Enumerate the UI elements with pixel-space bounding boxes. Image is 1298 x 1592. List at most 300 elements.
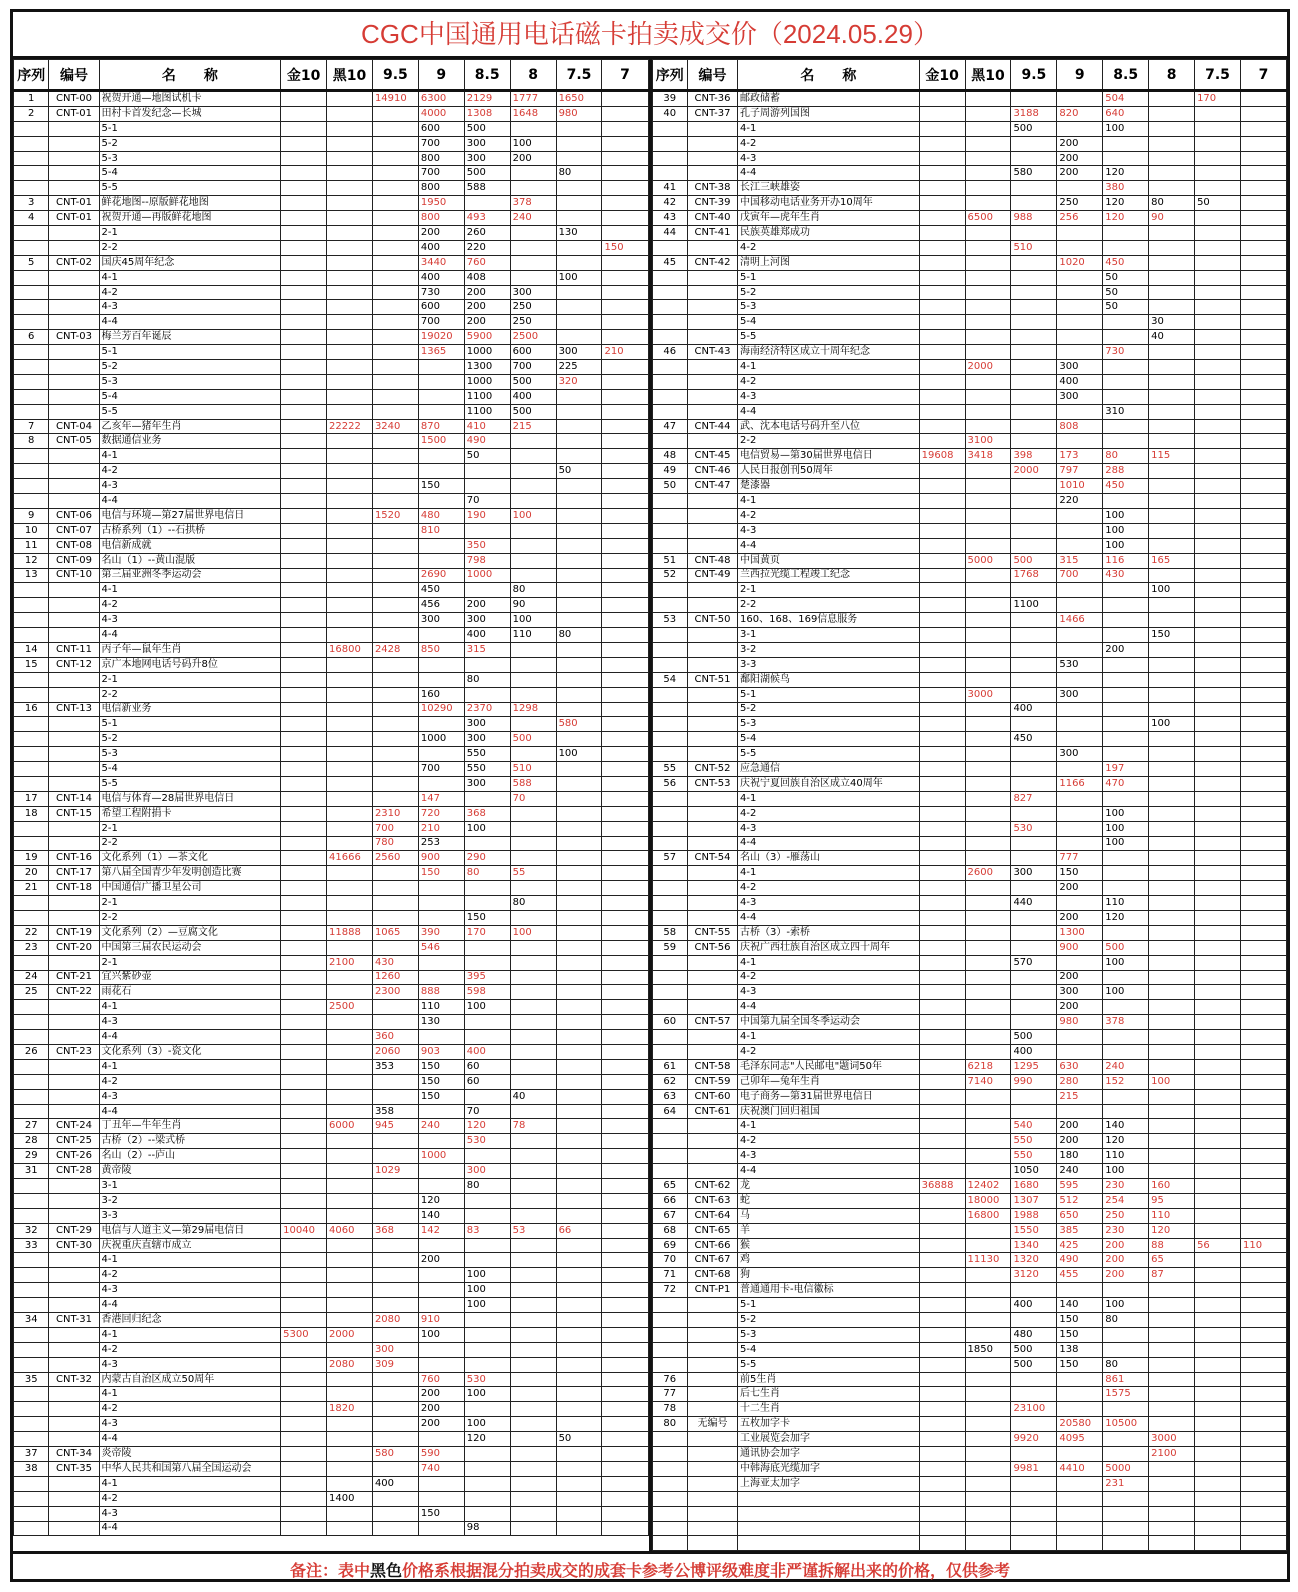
table-cell: 910 — [418, 1313, 464, 1328]
table-cell — [965, 1491, 1011, 1506]
table-cell — [1195, 955, 1241, 970]
table-cell — [1149, 687, 1195, 702]
table-cell — [1011, 494, 1057, 509]
table-cell — [1149, 1134, 1195, 1149]
table-cell — [510, 1059, 556, 1074]
table-cell — [14, 762, 49, 777]
table-cell: 150 — [418, 1059, 464, 1074]
table-cell — [372, 568, 418, 583]
table-cell — [602, 776, 648, 791]
table-cell — [1240, 389, 1286, 404]
table-cell: 150 — [1057, 1357, 1103, 1372]
table-row — [652, 1208, 1287, 1223]
table-cell — [687, 1119, 737, 1134]
table-cell: 5-2 — [738, 285, 920, 300]
table-cell — [372, 583, 418, 598]
table-cell: 4-2 — [99, 1402, 281, 1417]
table-cell — [1011, 91, 1057, 107]
table-cell — [1149, 1476, 1195, 1491]
table-row — [14, 1313, 649, 1328]
table-cell: 人民日报创刊50周年 — [738, 464, 920, 479]
table-cell: 4-1 — [99, 449, 281, 464]
table-cell — [1011, 1000, 1057, 1015]
table-row — [14, 553, 649, 568]
table-cell — [1011, 776, 1057, 791]
table-cell — [372, 628, 418, 643]
table-cell: 200 — [1057, 151, 1103, 166]
table-cell: 1520 — [372, 508, 418, 523]
table-cell — [1195, 642, 1241, 657]
table-cell — [418, 1298, 464, 1313]
table-cell: 100 — [556, 747, 602, 762]
table-cell: 应急通信 — [738, 762, 920, 777]
table-cell: 4-4 — [99, 1521, 281, 1536]
table-cell — [919, 732, 965, 747]
table-cell: 600 — [418, 300, 464, 315]
table-cell — [1240, 479, 1286, 494]
table-cell: 1050 — [1011, 1164, 1057, 1179]
table-cell — [372, 1238, 418, 1253]
table-cell: 11888 — [327, 925, 373, 940]
table-cell — [418, 494, 464, 509]
table-cell — [327, 1089, 373, 1104]
table-row — [14, 1521, 649, 1536]
table-cell: 9981 — [1011, 1461, 1057, 1476]
table-cell — [1057, 1283, 1103, 1298]
column-header: 8 — [1149, 60, 1195, 91]
table-cell: 武、沈本电话号码升至八位 — [738, 419, 920, 434]
table-cell: 毛泽东同志"人民邮电"题词50年 — [738, 1059, 920, 1074]
table-cell: 160 — [418, 687, 464, 702]
table-cell — [965, 419, 1011, 434]
table-cell — [1240, 255, 1286, 270]
table-cell — [652, 1357, 687, 1372]
table-row — [14, 970, 649, 985]
table-cell — [965, 538, 1011, 553]
table-cell: 150 — [418, 1074, 464, 1089]
table-cell: 6300 — [418, 91, 464, 107]
table-row — [14, 285, 649, 300]
table-cell — [687, 151, 737, 166]
table-row — [652, 1283, 1287, 1298]
table-cell — [602, 1313, 648, 1328]
table-cell — [49, 1104, 99, 1119]
table-cell — [919, 315, 965, 330]
table-cell — [14, 1059, 49, 1074]
table-cell — [281, 508, 327, 523]
table-cell — [510, 1045, 556, 1060]
table-cell — [919, 1298, 965, 1313]
table-cell — [418, 1476, 464, 1491]
note-text: 价格系根据混分拍卖成交的成套卡参考公博评级难度非严谨拆解出来的价格，仅供参考 — [402, 1561, 1011, 1581]
table-cell — [1011, 672, 1057, 687]
table-cell — [281, 196, 327, 211]
table-cell: 5-4 — [99, 389, 281, 404]
table-cell — [556, 479, 602, 494]
table-cell — [687, 1000, 737, 1015]
table-cell — [49, 136, 99, 151]
table-cell: 16 — [14, 702, 49, 717]
table-cell — [49, 181, 99, 196]
table-cell — [510, 642, 556, 657]
table-cell — [510, 226, 556, 241]
table-row — [14, 1059, 649, 1074]
table-cell: CNT-25 — [49, 1134, 99, 1149]
table-cell — [1103, 702, 1149, 717]
table-row — [652, 717, 1287, 732]
table-cell — [1103, 866, 1149, 881]
table-cell: 120 — [1103, 1134, 1149, 1149]
table-row — [652, 628, 1287, 643]
table-cell: 150 — [464, 910, 510, 925]
table-cell: 5-1 — [99, 121, 281, 136]
column-header: 9.5 — [372, 60, 418, 91]
table-cell — [510, 494, 556, 509]
table-cell — [281, 1298, 327, 1313]
table-cell — [1240, 776, 1286, 791]
table-cell — [281, 1104, 327, 1119]
table-cell — [1195, 747, 1241, 762]
table-cell — [49, 821, 99, 836]
table-cell: 300 — [1057, 360, 1103, 375]
table-row — [652, 657, 1287, 672]
table-cell: 80 — [652, 1417, 687, 1432]
table-cell — [464, 523, 510, 538]
table-cell: 4-1 — [738, 955, 920, 970]
table-cell — [1240, 598, 1286, 613]
table-cell — [14, 955, 49, 970]
table-cell: 1029 — [372, 1164, 418, 1179]
table-cell — [556, 136, 602, 151]
table-row — [14, 1298, 649, 1313]
table-row — [14, 226, 649, 241]
table-cell: 100 — [1103, 836, 1149, 851]
table-cell: 4-2 — [738, 240, 920, 255]
table-cell — [1240, 583, 1286, 598]
table-cell — [1195, 1268, 1241, 1283]
table-cell — [281, 747, 327, 762]
table-cell — [602, 657, 648, 672]
table-cell: CNT-46 — [687, 464, 737, 479]
table-cell: 4-2 — [738, 1045, 920, 1060]
table-cell: 945 — [372, 1119, 418, 1134]
table-cell — [1240, 1268, 1286, 1283]
table-cell — [1057, 583, 1103, 598]
table-row — [14, 523, 649, 538]
table-row — [14, 106, 649, 121]
table-cell: 150 — [418, 1089, 464, 1104]
table-cell: 19608 — [919, 449, 965, 464]
table-cell — [1057, 1491, 1103, 1506]
table-cell — [510, 672, 556, 687]
table-cell — [1240, 464, 1286, 479]
table-cell — [1103, 1089, 1149, 1104]
table-cell — [602, 1074, 648, 1089]
table-cell — [14, 449, 49, 464]
table-cell — [510, 1372, 556, 1387]
table-cell — [1240, 1119, 1286, 1134]
table-cell: 炎帝陵 — [99, 1447, 281, 1462]
table-cell — [372, 1402, 418, 1417]
table-cell: CNT-00 — [49, 91, 99, 107]
table-cell — [687, 985, 737, 1000]
table-cell: 595 — [1057, 1179, 1103, 1194]
table-row — [14, 613, 649, 628]
table-cell — [49, 598, 99, 613]
table-cell — [327, 896, 373, 911]
table-cell — [418, 464, 464, 479]
table-cell — [652, 896, 687, 911]
table-cell — [965, 1417, 1011, 1432]
table-cell — [556, 1059, 602, 1074]
table-cell — [556, 1491, 602, 1506]
table-cell — [1195, 881, 1241, 896]
table-cell — [602, 1283, 648, 1298]
table-cell — [687, 657, 737, 672]
table-cell — [965, 1536, 1011, 1551]
table-cell — [1195, 464, 1241, 479]
table-cell — [1011, 419, 1057, 434]
table-cell: 50 — [1103, 300, 1149, 315]
table-cell: 18 — [14, 806, 49, 821]
column-header: 编号 — [49, 60, 99, 91]
table-cell — [49, 166, 99, 181]
table-cell: 羊 — [738, 1223, 920, 1238]
table-cell: 150 — [602, 240, 648, 255]
table-cell: 900 — [1057, 940, 1103, 955]
table-cell: 34 — [14, 1313, 49, 1328]
table-cell — [556, 1208, 602, 1223]
table-cell — [327, 1283, 373, 1298]
table-cell: CNT-41 — [687, 226, 737, 241]
table-cell: 57 — [652, 851, 687, 866]
table-cell — [510, 1134, 556, 1149]
table-cell: 700 — [418, 315, 464, 330]
table-row — [652, 1253, 1287, 1268]
table-cell: 87 — [1149, 1268, 1195, 1283]
table-cell — [372, 494, 418, 509]
table-cell — [281, 226, 327, 241]
table-row — [652, 181, 1287, 196]
table-cell — [1195, 553, 1241, 568]
table-cell — [510, 538, 556, 553]
table-cell — [281, 672, 327, 687]
table-cell — [1149, 955, 1195, 970]
table-cell: 4-3 — [738, 523, 920, 538]
table-cell: 中国通信广播卫星公司 — [99, 881, 281, 896]
table-cell: 68 — [652, 1223, 687, 1238]
table-cell — [1103, 1342, 1149, 1357]
table-cell: 4-2 — [738, 806, 920, 821]
table-cell — [464, 1357, 510, 1372]
table-cell: 100 — [1103, 523, 1149, 538]
table-row — [652, 762, 1287, 777]
table-cell — [327, 1059, 373, 1074]
table-cell — [49, 1432, 99, 1447]
table-cell: CNT-11 — [49, 642, 99, 657]
table-cell — [1195, 702, 1241, 717]
table-cell — [602, 1268, 648, 1283]
table-cell — [919, 747, 965, 762]
table-cell — [602, 494, 648, 509]
table-cell: 3440 — [418, 255, 464, 270]
table-cell — [1103, 1402, 1149, 1417]
table-cell — [14, 1432, 49, 1447]
table-cell — [1240, 508, 1286, 523]
column-header: 9.5 — [1011, 60, 1057, 91]
table-row — [652, 1089, 1287, 1104]
table-cell — [602, 1372, 648, 1387]
table-cell — [464, 1149, 510, 1164]
table-cell: 400 — [372, 1476, 418, 1491]
column-header: 9 — [1057, 60, 1103, 91]
table-cell: 385 — [1057, 1223, 1103, 1238]
table-cell — [919, 1476, 965, 1491]
table-cell — [1195, 940, 1241, 955]
table-cell — [49, 240, 99, 255]
table-cell — [919, 1045, 965, 1060]
table-cell — [652, 136, 687, 151]
table-row — [14, 136, 649, 151]
table-cell — [372, 1074, 418, 1089]
table-cell: 文化系列（3）-瓷文化 — [99, 1045, 281, 1060]
table-cell: 64 — [652, 1104, 687, 1119]
table-cell — [510, 747, 556, 762]
table-cell — [602, 1506, 648, 1521]
table-cell: 152 — [1103, 1074, 1149, 1089]
table-cell — [687, 1164, 737, 1179]
table-row — [652, 300, 1287, 315]
table-cell — [602, 315, 648, 330]
table-cell — [602, 1089, 648, 1104]
table-cell: 10500 — [1103, 1417, 1149, 1432]
table-cell — [418, 1030, 464, 1045]
table-cell — [418, 1283, 464, 1298]
table-cell — [14, 1253, 49, 1268]
table-cell — [510, 1193, 556, 1208]
table-cell — [464, 1476, 510, 1491]
table-cell — [281, 866, 327, 881]
footnote — [13, 1554, 1287, 1588]
table-cell — [327, 657, 373, 672]
table-cell: 11130 — [965, 1253, 1011, 1268]
table-cell — [652, 508, 687, 523]
table-cell — [1195, 1000, 1241, 1015]
table-cell: 70 — [652, 1253, 687, 1268]
table-cell: 1000 — [464, 568, 510, 583]
table-cell: CNT-07 — [49, 523, 99, 538]
table-cell: 70 — [510, 791, 556, 806]
table-cell — [965, 1134, 1011, 1149]
table-cell — [1057, 598, 1103, 613]
table-cell — [372, 166, 418, 181]
table-cell — [1195, 970, 1241, 985]
table-cell — [1195, 910, 1241, 925]
table-cell: 60 — [464, 1074, 510, 1089]
table-row — [652, 226, 1287, 241]
table-cell — [556, 687, 602, 702]
table-cell — [652, 970, 687, 985]
table-cell: 254 — [1103, 1193, 1149, 1208]
table-cell: 630 — [1057, 1059, 1103, 1074]
table-cell — [327, 1372, 373, 1387]
table-cell — [14, 717, 49, 732]
table-cell — [327, 687, 373, 702]
table-cell — [1149, 970, 1195, 985]
table-cell — [1057, 523, 1103, 538]
table-cell — [602, 836, 648, 851]
table-cell — [1011, 345, 1057, 360]
table-cell — [1057, 1372, 1103, 1387]
table-cell: 4-2 — [99, 1268, 281, 1283]
table-cell — [49, 1521, 99, 1536]
table-cell — [965, 151, 1011, 166]
table-cell — [372, 1134, 418, 1149]
table-cell: 5-3 — [738, 300, 920, 315]
table-cell — [1149, 1089, 1195, 1104]
table-cell — [49, 374, 99, 389]
table-cell — [14, 315, 49, 330]
table-cell — [1149, 1357, 1195, 1372]
table-cell — [1057, 1447, 1103, 1462]
table-row — [14, 1342, 649, 1357]
table-cell — [327, 762, 373, 777]
table-cell: 66 — [652, 1193, 687, 1208]
table-cell — [281, 628, 327, 643]
table-cell — [14, 300, 49, 315]
table-cell — [919, 1313, 965, 1328]
table-cell: 80 — [464, 672, 510, 687]
table-cell: 32 — [14, 1223, 49, 1238]
table-cell: 香港回归纪念 — [99, 1313, 281, 1328]
table-row — [652, 508, 1287, 523]
table-cell — [327, 1506, 373, 1521]
table-cell — [510, 910, 556, 925]
table-cell — [1011, 940, 1057, 955]
table-cell: 4-2 — [99, 285, 281, 300]
table-cell: 4095 — [1057, 1432, 1103, 1447]
table-cell — [1011, 389, 1057, 404]
table-cell — [602, 106, 648, 121]
table-cell: 26 — [14, 1045, 49, 1060]
table-row — [652, 1432, 1287, 1447]
table-cell — [510, 851, 556, 866]
table-cell: 3120 — [1011, 1268, 1057, 1283]
table-row — [652, 1119, 1287, 1134]
table-cell: 兰西拉光缆工程竣工纪念 — [738, 568, 920, 583]
table-cell — [1240, 985, 1286, 1000]
table-cell — [1011, 538, 1057, 553]
table-cell: 3000 — [1149, 1432, 1195, 1447]
table-cell: 乙亥年—猪年生肖 — [99, 419, 281, 434]
table-cell — [1240, 181, 1286, 196]
table-cell: 83 — [464, 1223, 510, 1238]
table-cell: 490 — [464, 434, 510, 449]
table-cell — [372, 1268, 418, 1283]
table-cell: 1768 — [1011, 568, 1057, 583]
table-cell: 210 — [602, 345, 648, 360]
table-cell: 4-4 — [99, 1298, 281, 1313]
table-cell: 第八届全国青少年发明创造比赛 — [99, 866, 281, 881]
table-cell: 49 — [652, 464, 687, 479]
table-cell — [510, 1491, 556, 1506]
table-cell — [965, 776, 1011, 791]
table-cell — [602, 419, 648, 434]
table-cell: 4-3 — [99, 613, 281, 628]
table-cell — [281, 345, 327, 360]
table-cell: CNT-39 — [687, 196, 737, 211]
table-cell: 5000 — [1103, 1461, 1149, 1476]
